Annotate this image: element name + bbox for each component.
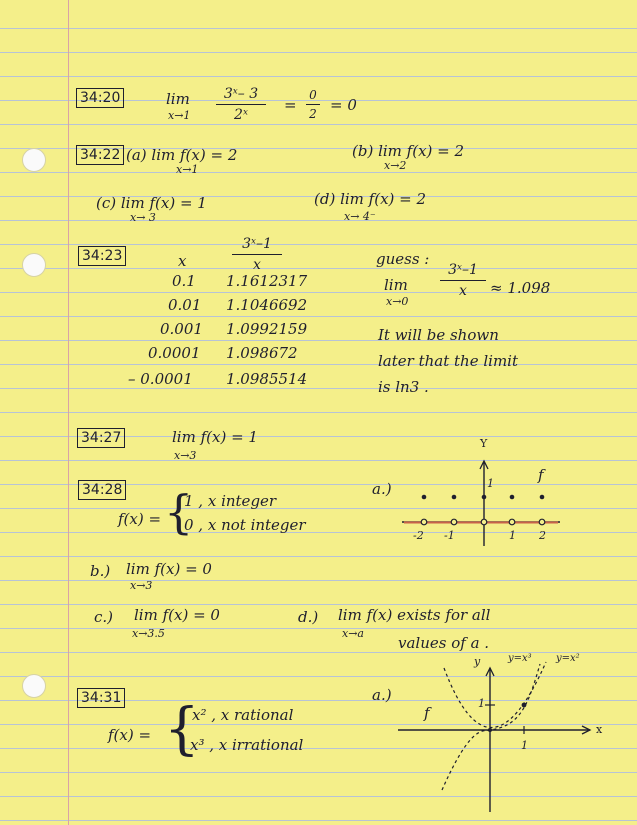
table-cell-f: 1.0985514 xyxy=(226,370,308,388)
table-cell-x: 0.0001 xyxy=(148,344,201,362)
part-d-label: d.) xyxy=(298,608,319,626)
problem-label: 34:31 xyxy=(77,688,125,708)
case-2: 0 , x not integer xyxy=(184,516,306,534)
problem-label: 34:20 xyxy=(76,88,124,108)
f-label: f xyxy=(538,466,544,484)
brace: { xyxy=(164,485,194,539)
part-b: (b) lim f(x) = 2 xyxy=(352,142,465,160)
part-d: (d) lim f(x) = 2 xyxy=(314,190,427,208)
table-cell-f: 1.1612317 xyxy=(226,272,308,290)
numerator: 0 xyxy=(309,88,317,102)
lim-subscript: x→2 xyxy=(384,159,407,172)
lim-subscript: x→1 xyxy=(176,163,199,176)
curve-label-cubic: y=x³ xyxy=(508,653,532,664)
column-header-x: x xyxy=(178,252,187,270)
lim-subscript: x→ 3 xyxy=(130,211,156,224)
lim-subscript: x→ 4⁻ xyxy=(344,210,376,223)
case-2: x³ , x irrational xyxy=(190,736,304,754)
table-cell-x: 0.01 xyxy=(168,296,202,314)
problem-label: 34:22 xyxy=(76,145,124,165)
equals-sign: = xyxy=(284,96,297,114)
lim-subscript: x→3 xyxy=(174,449,197,462)
denominator: x xyxy=(459,283,467,299)
guess-label: guess : xyxy=(376,250,430,268)
denominator: 2 xyxy=(309,107,317,121)
part-b-statement: lim f(x) = 0 xyxy=(126,560,212,578)
y-tick-1: 1 xyxy=(487,477,494,490)
x-axis-label: x xyxy=(596,723,603,736)
x-tick-1: 1 xyxy=(521,739,528,752)
problem-label: 34:28 xyxy=(78,480,126,500)
note-line: later that the limit xyxy=(378,352,518,370)
table-cell-x: – 0.0001 xyxy=(128,370,193,388)
lim-text: lim xyxy=(166,90,190,108)
denominator: 2ˣ xyxy=(234,107,248,123)
lim-subscript: x→a xyxy=(342,627,364,640)
lim-subscript: x→3.5 xyxy=(132,627,165,640)
function-name: f(x) = xyxy=(108,726,152,744)
table-cell-f: 1.1046692 xyxy=(226,296,308,314)
x-tick: 2 xyxy=(539,529,546,542)
table-cell-x: 0.001 xyxy=(160,320,203,338)
lim-text: lim xyxy=(384,276,408,294)
part-c-statement: lim f(x) = 0 xyxy=(134,606,220,624)
table-cell-x: 0.1 xyxy=(172,272,196,290)
result-text: = 0 xyxy=(330,96,357,114)
numerator: 3ˣ– 3 xyxy=(223,86,259,102)
part-d-statement: lim f(x) exists for all xyxy=(338,606,491,624)
numerator: 3ˣ–1 xyxy=(448,262,478,278)
graph-part-label: a.) xyxy=(372,480,392,498)
case-1: 1 , x integer xyxy=(184,492,277,510)
limit-statement: lim f(x) = 1 xyxy=(172,428,258,446)
y-axis-label: y xyxy=(474,655,481,668)
part-d-statement-cont: values of a . xyxy=(398,634,490,652)
table-cell-f: 1.0992159 xyxy=(226,320,308,338)
problem-label: 34:23 xyxy=(78,246,126,266)
guess-value: ≈ 1.098 xyxy=(490,279,551,297)
x-tick: 1 xyxy=(509,529,516,542)
problem-label: 34:27 xyxy=(77,428,125,448)
f-label: f xyxy=(424,704,430,722)
graph-part-label: a.) xyxy=(372,686,392,704)
part-c: (c) lim f(x) = 1 xyxy=(96,194,207,212)
x-tick: -2 xyxy=(413,529,424,542)
table-cell-f: 1.098672 xyxy=(226,344,298,362)
curve-label-square: y=x² xyxy=(556,653,580,664)
function-name: f(x) = xyxy=(118,510,162,528)
part-b-label: b.) xyxy=(90,562,111,580)
brace: { xyxy=(164,697,200,762)
lim-subscript: x→0 xyxy=(386,295,409,308)
note-line: is ln3 . xyxy=(378,378,429,396)
y-axis-label: Y xyxy=(480,437,488,450)
y-tick-1: 1 xyxy=(478,697,485,710)
numerator: 3ˣ–1 xyxy=(242,236,272,252)
lim-subscript: x→3 xyxy=(130,579,153,592)
part-c-label: c.) xyxy=(94,608,114,626)
lim-subscript: x→1 xyxy=(168,109,191,122)
denominator: x xyxy=(253,257,261,273)
x-tick: -1 xyxy=(444,529,455,542)
note-line: It will be shown xyxy=(378,326,499,344)
case-1: x² , x rational xyxy=(192,706,294,724)
part-a: (a) lim f(x) = 2 xyxy=(126,146,238,164)
